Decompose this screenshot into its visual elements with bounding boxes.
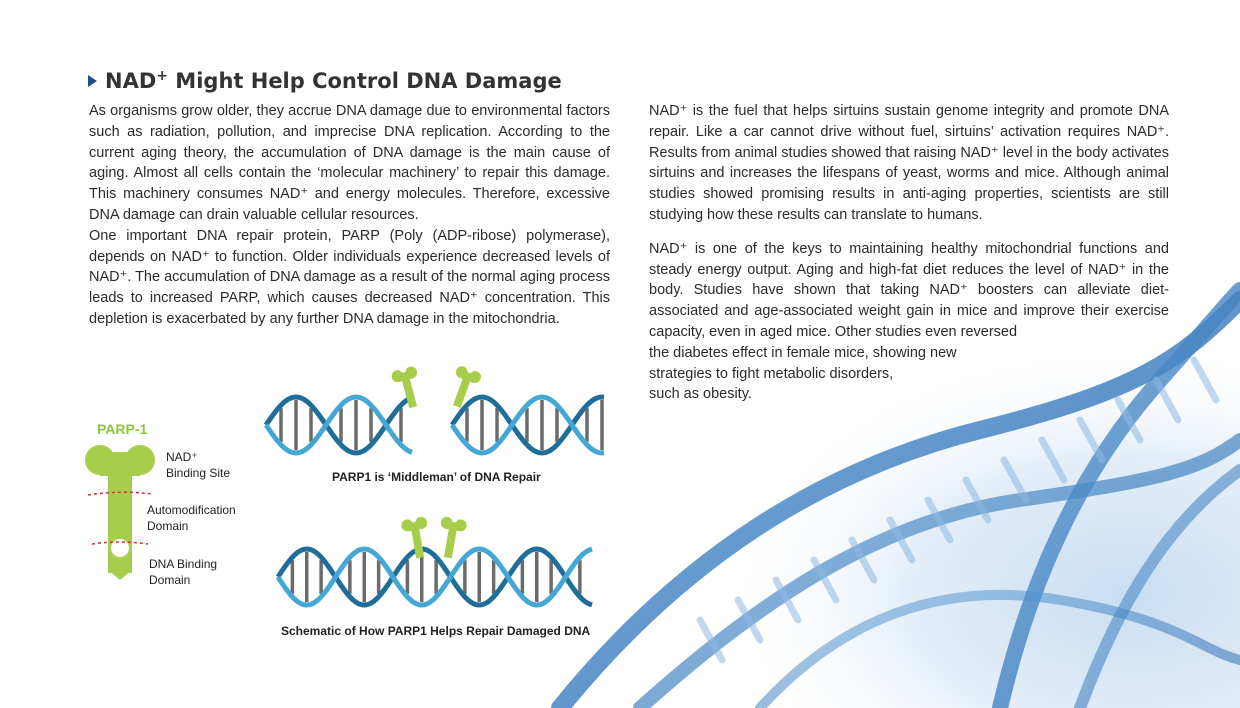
- right-line-3: the diabetes effect in female mice, showing new: [649, 344, 957, 361]
- dna-repair-figure-2: [274, 514, 596, 614]
- parp1-protein-shape: [85, 438, 155, 580]
- title-text: NAD+ Might Help Control DNA Damage: [105, 68, 562, 93]
- right-text-column: [649, 101, 1169, 405]
- triangle-bullet-icon: [88, 75, 97, 87]
- right-paragraph-2: NAD⁺ is one of the keys to maintaining healthy mitochondrial functions and steady energy output. Aging and high-fat diet reduces the level of NAD⁺ in the body. Studies have shown that taking NAD⁺ boosters can alleviate diet-associated and age-associated weight gain in mice and improve their exercise capacity, even in aged mice. Other studies even reversed: [649, 240, 1169, 340]
- dna-binding-domain-label: DNA Binding Domain: [149, 557, 218, 587]
- left-text-column: [89, 101, 610, 330]
- dna-helix-repaired: [278, 549, 592, 605]
- right-line-4: strategies to fight metabolic disorders,: [649, 365, 894, 382]
- figure-1-caption: PARP1 is ‘Middleman’ of DNA Repair: [332, 470, 541, 484]
- right-line-5: such as obesity.: [649, 386, 752, 403]
- dna-helix-left-piece: [266, 397, 412, 453]
- parp1-protein-right: [435, 514, 468, 560]
- section-title: [88, 68, 562, 93]
- dna-helix-right-piece: [452, 397, 604, 453]
- right-paragraph-1: NAD⁺ is the fuel that helps sirtuins sustain genome integrity and promote DNA repair. Like a car cannot drive without fuel, sirtuins’ activation requires NAD⁺. Results from animal studies showed that raising NAD⁺ level in the body activates sirtuins and increases the lifespans of yeast, worms and mice. Although animal studies showed promising results in anti-aging properties, scientists are still studying how these results can translate to humans.: [649, 103, 1169, 223]
- parp1-protein-right: [445, 363, 484, 411]
- dna-repair-figure-1: [262, 362, 607, 462]
- parp1-protein-left: [390, 363, 426, 410]
- left-paragraph-1: As organisms grow older, they accrue DNA damage due to environmental factors such as radiation, pollution, and imprecise DNA replication. According to the current aging theory, the accumulation of DNA damage is the main cause of aging. Almost all cells contain the ‘molecular machinery’ to repair this damage. This machinery consumes NAD⁺ and energy molecules. Therefore, excessive DNA damage can drain valuable cellular resources.: [89, 103, 610, 223]
- figure-2-caption: Schematic of How PARP1 Helps Repair Damaged DNA: [281, 624, 591, 638]
- parp1-title: PARP-1: [97, 421, 148, 437]
- nad-binding-site-label: NAD⁺ Binding Site: [166, 450, 231, 480]
- left-paragraph-2: One important DNA repair protein, PARP (Poly (ADP-ribose) polymerase), depends on NAD⁺ to function. Older individuals experience decreased levels of NAD⁺. The accumulation of DNA damage as a result of the normal aging process leads to increased PARP, which causes decreased NAD⁺ concentration. This depletion is exacerbated by any further DNA damage in the mitochondria.: [89, 227, 610, 327]
- automodification-domain-label: Automodification Domain: [147, 503, 236, 533]
